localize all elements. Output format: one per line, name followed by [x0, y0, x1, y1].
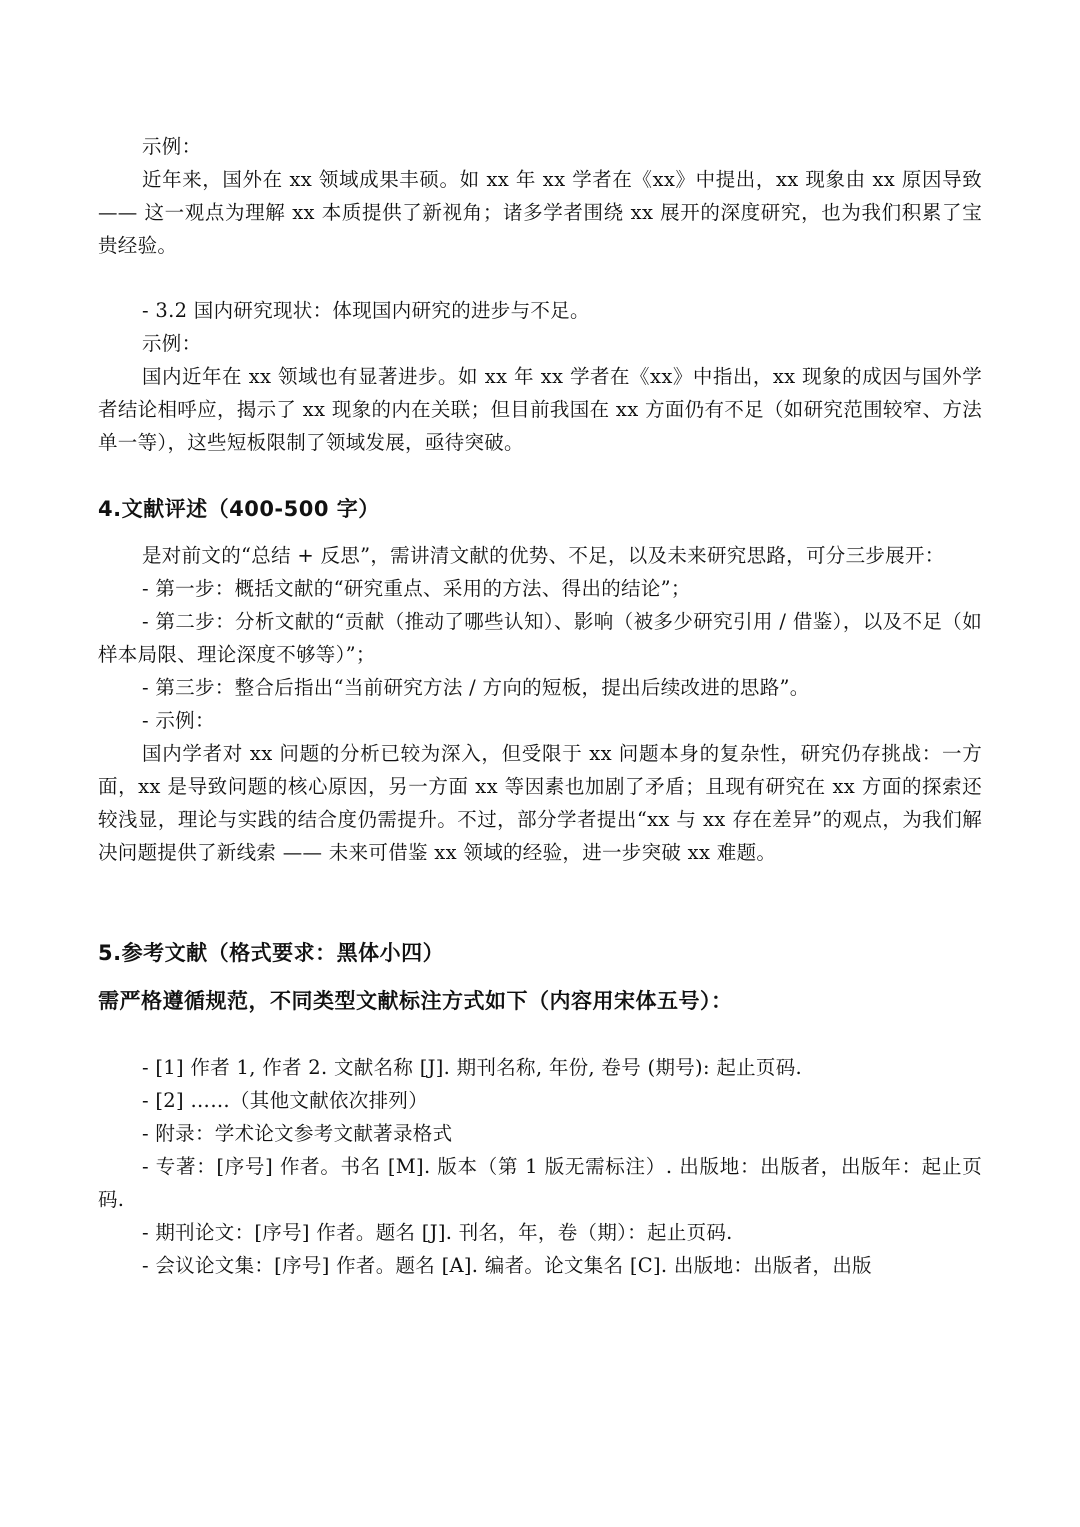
section-4-intro: 是对前文的“总结 + 反思”，需讲清文献的优势、不足，以及未来研究思路，可分三步展开： — [142, 544, 945, 567]
reference-item-2: - [2] ……（其他文献依次排列） — [142, 1089, 429, 1112]
section-5-subheading: 需严格遵循规范，不同类型文献标注方式如下（内容用宋体五号）： — [98, 989, 733, 1013]
example-text-3-2: 国内近年在 xx 领域也有显著进步。如 xx 年 xx 学者在《xx》中指出，xx 现象的成因与国外学者结论相呼应，揭示了 xx 现象的内在关联；但目前我国在 xx 方面仍有不足（如研究范围较窄、方法单一等），这些短板限制了领域发展，亟待突破。 — [98, 365, 982, 454]
step-3: - 第三步：整合后指出“当前研究方法 / 方向的短板，提出后续改进的思路”。 — [142, 676, 810, 699]
spacer — [98, 262, 982, 294]
example-label-3-2: 示例： — [142, 332, 202, 355]
spacer — [98, 971, 982, 983]
reference-item-1: - [1] 作者 1, 作者 2. 文献名称 [J]. 期刊名称, 年份, 卷号 (期号): 起止页码. — [142, 1056, 803, 1079]
example-label-4: - 示例： — [142, 709, 215, 732]
format-conference: - 会议论文集：[序号] 作者。题名 [A]. 编者。论文集名 [C]. 出版地：出版者，出版 — [142, 1254, 872, 1277]
step-1: - 第一步：概括文献的“研究重点、采用的方法、得出的结论”； — [142, 577, 691, 600]
section-heading-4: 4.文献评述（400-500 字） — [98, 497, 380, 521]
section-heading-5: 5.参考文献（格式要求：黑体小四） — [98, 941, 445, 965]
example-label-3-1: 示例： — [142, 135, 202, 158]
format-journal: - 期刊论文：[序号] 作者。题名 [J]. 刊名，年，卷（期）：起止页码. — [142, 1221, 733, 1244]
spacer — [98, 869, 982, 935]
step-2: - 第二步：分析文献的“贡献（推动了哪些认知）、影响（被多少研究引用 / 借鉴），以及不足（如样本局限、理论深度不够等）”； — [98, 610, 982, 666]
document-page — [98, 130, 989, 1282]
appendix-title: - 附录：学术论文参考文献著录格式 — [142, 1122, 453, 1145]
example-text-4: 国内学者对 xx 问题的分析已较为深入，但受限于 xx 问题本身的复杂性，研究仍存挑战：一方面，xx 是导致问题的核心原因，另一方面 xx 等因素也加剧了矛盾；且现有研究在 xx 方面的探索还较浅显，理论与实践的结合度仍需提升。不过，部分学者提出“xx 与 xx 存在差异”的观点，为我们解决问题提供了新线索 —— 未来可借鉴 xx 领域的经验，进一步突破 xx 难题。 — [98, 742, 982, 864]
format-monograph: - 专著：[序号] 作者。书名 [M]. 版本（第 1 版无需标注）. 出版地：出版者，出版年：起止页码. — [98, 1155, 982, 1211]
example-text-3-1: 近年来，国外在 xx 领域成果丰硕。如 xx 年 xx 学者在《xx》中提出，xx 现象由 xx 原因导致 —— 这一观点为理解 xx 本质提供了新视角；诸多学者围绕 xx 展开的深度研究，也为我们积累了宝贵经验。 — [98, 168, 989, 257]
spacer — [98, 1019, 982, 1051]
spacer — [98, 459, 982, 491]
list-item-3-2: - 3.2 国内研究现状：体现国内研究的进步与不足。 — [142, 299, 590, 322]
spacer — [98, 527, 982, 539]
